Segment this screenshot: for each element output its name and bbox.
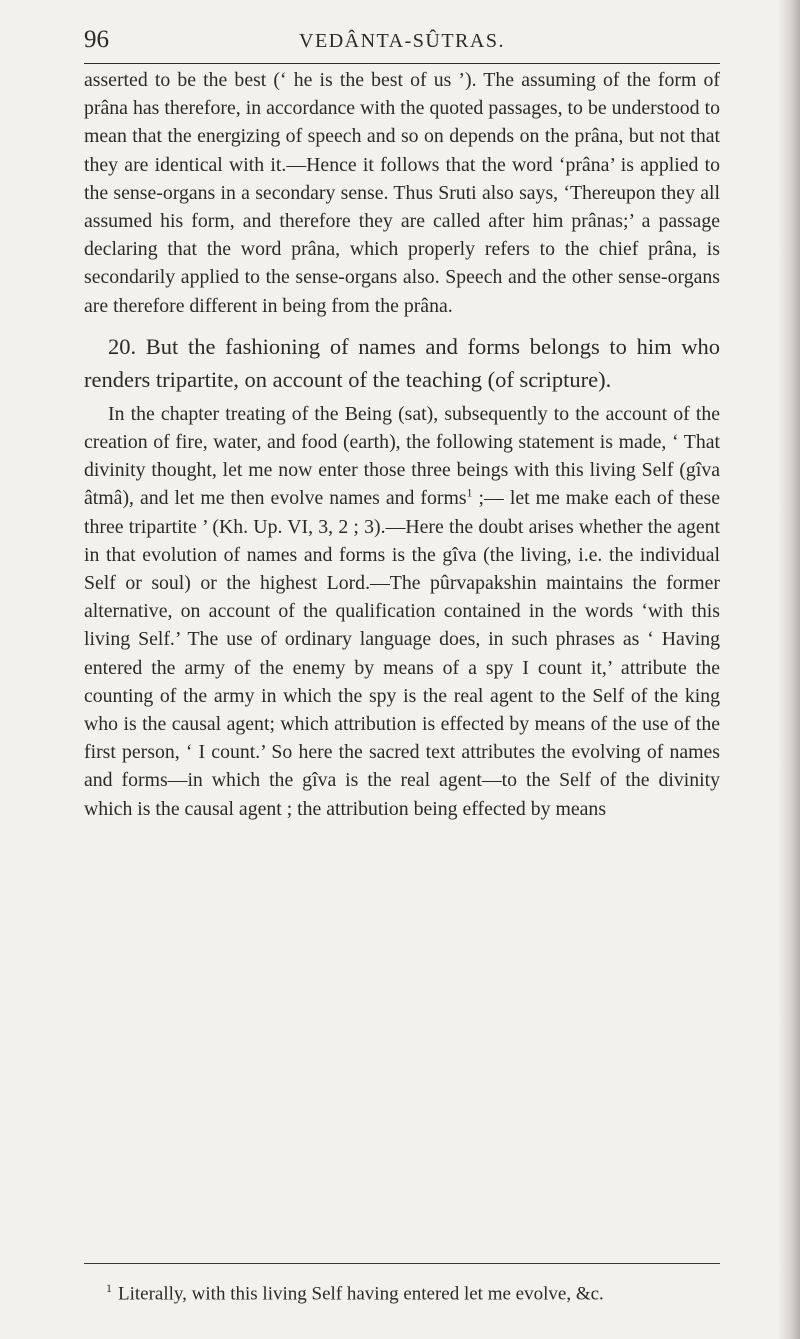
paragraph-commentary <box>84 400 720 823</box>
footnote <box>106 1276 726 1306</box>
page-header <box>84 26 720 60</box>
running-title: VEDÂNTA-SÛTRAS. <box>299 30 505 52</box>
page-number: 96 <box>84 26 109 53</box>
page-body <box>84 66 720 823</box>
footnote-rule <box>84 1263 720 1264</box>
footnote-reference: 1 <box>466 485 473 500</box>
paragraph-text-part-1: In the chapter treating of the Being (sat), subsequently to the account of the creation of fire, water, and food (earth), the following statement is made, ‘ That divinity thought, let me now enter those three beings with this living Self (gîva âtmâ), and let me then evolve names and forms <box>84 402 720 510</box>
header-rule <box>84 63 720 64</box>
footnote-mark: 1 <box>106 1281 112 1295</box>
sutra-heading: 20. But the fashioning of names and forms belongs to him who renders tripartite, on account of the teaching (of scripture). <box>84 333 720 392</box>
paragraph-continuation: asserted to be the best (‘ he is the best of us ’). The assuming of the form of prâna has therefore, in accordance with the quoted passages, to be understood to mean that the energizing of speech and so on depends on the prâna, but not that they are identical with it.—Hence it follows that the word ‘prâna’ is applied to the sense-organs in a secondary sense. Thus Sruti also says, ‘Thereupon they all assumed his form, and therefore they are called after him prânas;’ a passage declaring that the word prâna, which properly refers to the chief prâna, is secondarily applied to the sense-organs also. Speech and the other sense-organs are therefore different in being from the prâna. <box>84 69 720 317</box>
footnote-text: Literally, with this living Self having entered let me evolve, &c. <box>118 1283 604 1305</box>
page-edge-shadow <box>778 0 800 1339</box>
paragraph-text-part-2: ;— let me make each of these three tripartite ’ (Kh. Up. VI, 3, 2 ; 3).—Here the doubt arises whether the agent in that evolution of names and forms is the gîva (the living, i.e. the individual Self or soul) or the highest Lord.—The pûrvapakshin maintains the former alternative, on account of the qualification contained in the words ‘with this living Self.’ The use of ordinary language does, in such phrases as ‘ Having entered the army of the enemy by means of a spy I count it,’ attribute the counting of the army in which the spy is the real agent to the Self of the king who is the causal agent; which attribution is effected by means of the use of the first person, ‘ I count.’ So here the sacred text attributes the evolving of names and forms—in which the gîva is the real agent—to the Self of the divinity which is the causal agent ; the attribution being effected by means <box>84 487 720 820</box>
